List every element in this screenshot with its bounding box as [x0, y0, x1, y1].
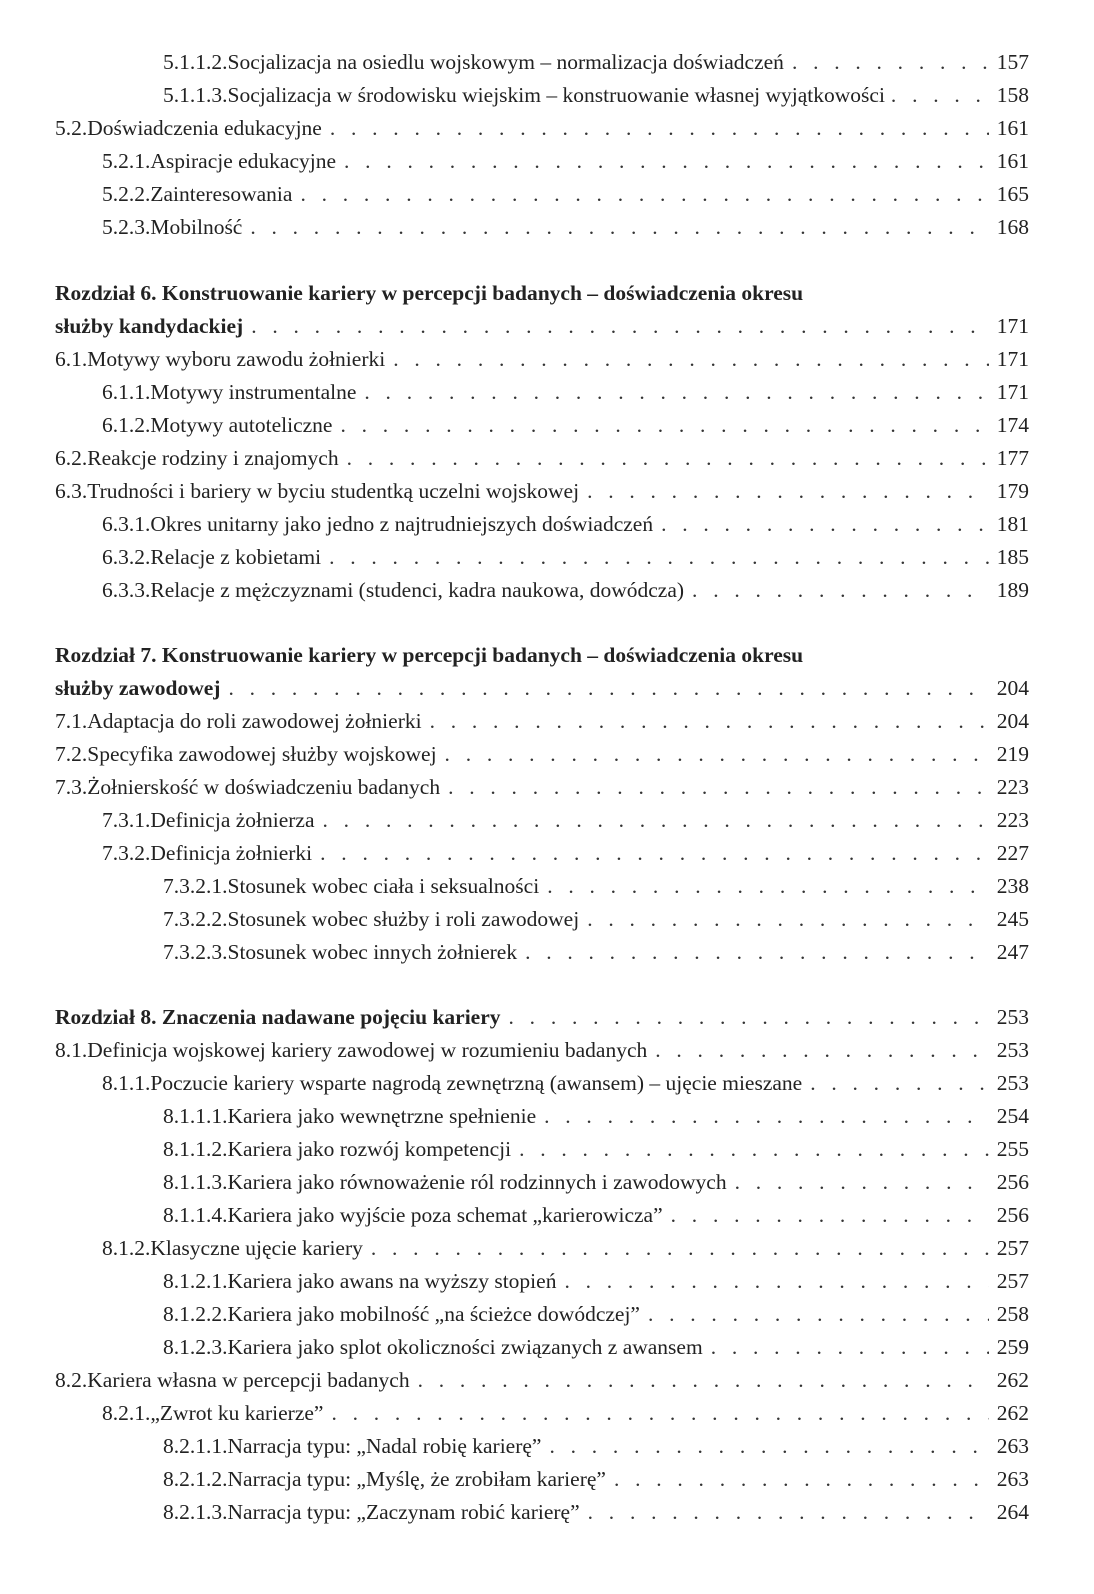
toc-entry: [0, 380, 1094, 412]
section-number: 8.1.2.: [102, 1236, 151, 1260]
toc-entry: [0, 1071, 1094, 1103]
toc-entry: [0, 1467, 1094, 1499]
section-title: Definicja wojskowej kariery zawodowej w rozumieniu badanych: [87, 1038, 648, 1062]
page-number: 171: [996, 347, 1029, 371]
section-title: Żołnierskość w doświadczeniu badanych: [87, 775, 441, 799]
section-title: Relacje z kobietami: [150, 545, 322, 569]
dot-leader: [418, 1368, 989, 1393]
section-title: Definicja żołnierki: [150, 841, 313, 865]
page-number: 255: [996, 1137, 1029, 1161]
dot-leader: [735, 1170, 989, 1195]
page-number: 247: [996, 940, 1029, 964]
section-title: Specyfika zawodowej służby wojskowej: [87, 742, 437, 766]
section-title: Motywy instrumentalne: [150, 380, 357, 404]
toc-entry: [0, 1401, 1094, 1433]
page-number: 253: [996, 1071, 1029, 1095]
dot-leader: [347, 446, 989, 471]
section-title: Kariera jako równoważenie ról rodzinnych i zawodowych: [227, 1170, 727, 1194]
chapter-title: Rozdział 6. Konstruowanie kariery w percepcji badanych – doświadczenia okresu: [55, 281, 804, 305]
page-number: 238: [996, 874, 1029, 898]
page-number: 257: [996, 1236, 1029, 1260]
section-number: 7.3.2.: [102, 841, 151, 865]
section-number: 6.3.3.: [102, 578, 151, 602]
section-number: 7.3.2.2.: [163, 907, 228, 931]
chapter-title: Rozdział 8. Znaczenia nadawane pojęciu kariery: [55, 1005, 501, 1029]
dot-leader: [564, 1269, 988, 1294]
section-number: 7.2.: [55, 742, 88, 766]
section-number: 6.1.2.: [102, 413, 151, 437]
page-number: 264: [996, 1500, 1029, 1524]
section-number: 8.2.: [55, 1368, 88, 1392]
toc-entry: [0, 907, 1094, 939]
toc-entry: [0, 1500, 1094, 1532]
section-number: 8.2.1.2.: [163, 1467, 228, 1491]
section-number: 7.3.: [55, 775, 88, 799]
section-title: Socjalizacja na osiedlu wojskowym – normalizacja doświadczeń: [227, 50, 784, 74]
section-number: 6.1.: [55, 347, 88, 371]
section-title: Mobilność: [150, 215, 243, 239]
dot-leader: [810, 1071, 989, 1096]
section-title: Kariera jako mobilność „na ścieżce dowódczej”: [227, 1302, 640, 1326]
dot-leader: [525, 940, 989, 965]
toc-entry: [0, 1137, 1094, 1169]
toc-entry: [0, 940, 1094, 972]
dot-leader: [228, 676, 988, 701]
page-number: 258: [996, 1302, 1029, 1326]
dot-leader: [323, 808, 989, 833]
section-number: 8.1.2.1.: [163, 1269, 228, 1293]
dot-leader: [549, 1434, 988, 1459]
dot-leader: [587, 907, 989, 932]
dot-leader: [519, 1137, 989, 1162]
section-number: 5.1.1.2.: [163, 50, 228, 74]
toc-entry: [0, 1104, 1094, 1136]
dot-leader: [340, 413, 988, 438]
section-title: Narracja typu: „Nadal robię karierę”: [227, 1434, 542, 1458]
section-number: 6.3.2.: [102, 545, 151, 569]
dot-leader: [371, 1236, 989, 1261]
page-number: 161: [996, 116, 1029, 140]
section-number: 8.2.1.: [102, 1401, 151, 1425]
section-title: Trudności i bariery w byciu studentką uczelni wojskowej: [87, 479, 580, 503]
page-number: 174: [996, 413, 1029, 437]
section-title: Kariera jako splot okoliczności związanych z awansem: [227, 1335, 703, 1359]
toc-entry: [0, 1434, 1094, 1466]
section-number: 6.1.1.: [102, 380, 151, 404]
chapter-title: Rozdział 7. Konstruowanie kariery w percepcji badanych – doświadczenia okresu: [55, 643, 804, 667]
section-title: Kariera własna w percepcji badanych: [87, 1368, 410, 1392]
section-number: 8.1.2.2.: [163, 1302, 228, 1326]
section-title: Stosunek wobec innych żołnierek: [227, 940, 518, 964]
section-title: Motywy autoteliczne: [150, 413, 333, 437]
section-number: 5.2.1.: [102, 149, 151, 173]
page-number: 168: [996, 215, 1029, 239]
section-number: 8.1.1.3.: [163, 1170, 228, 1194]
chapter-title: służby kandydackiej: [55, 314, 244, 338]
dot-leader: [509, 1005, 989, 1030]
section-title: Motywy wyboru zawodu żołnierki: [87, 347, 386, 371]
section-title: Kariera jako awans na wyższy stopień: [227, 1269, 557, 1293]
section-title: Klasyczne ujęcie kariery: [150, 1236, 363, 1260]
toc-entry: [0, 347, 1094, 379]
section-number: 6.3.1.: [102, 512, 151, 536]
toc-entry: [0, 1038, 1094, 1070]
toc-entry: [0, 83, 1094, 115]
page-number: 204: [996, 676, 1029, 700]
dot-leader: [448, 775, 989, 800]
section-title: Stosunek wobec ciała i seksualności: [227, 874, 540, 898]
toc-entry: [0, 116, 1094, 148]
section-title: Stosunek wobec służby i roli zawodowej: [227, 907, 580, 931]
section-number: 6.3.: [55, 479, 88, 503]
dot-leader: [587, 479, 989, 504]
toc-entry: [0, 413, 1094, 445]
dot-leader: [544, 1104, 989, 1129]
dot-leader: [330, 116, 989, 141]
dot-leader: [364, 380, 988, 405]
page-number: 253: [996, 1038, 1029, 1062]
toc-entry: [0, 50, 1094, 82]
toc-entry: [0, 1368, 1094, 1400]
page-number: 254: [996, 1104, 1029, 1128]
dot-leader: [320, 841, 989, 866]
toc-entry: [0, 182, 1094, 214]
page-number: 181: [996, 512, 1029, 536]
chapter-heading: [0, 281, 1094, 313]
chapter-heading: [0, 1005, 1094, 1037]
section-title: Doświadczenia edukacyjne: [87, 116, 322, 140]
chapter-title: służby zawodowej: [55, 676, 221, 700]
page-number: 256: [996, 1203, 1029, 1227]
page-number: 179: [996, 479, 1029, 503]
dot-leader: [792, 50, 989, 75]
section-title: Narracja typu: „Myślę, że zrobiłam karierę”: [227, 1467, 606, 1491]
toc-entry: [0, 215, 1094, 247]
page-number: 158: [996, 83, 1029, 107]
page-number: 257: [996, 1269, 1029, 1293]
toc-entry: [0, 874, 1094, 906]
toc-entry: [0, 709, 1094, 741]
page-number: 262: [996, 1401, 1029, 1425]
page-number: 219: [996, 742, 1029, 766]
toc-entry: [0, 479, 1094, 511]
toc-entry: [0, 578, 1094, 610]
section-title: Kariera jako rozwój kompetencji: [227, 1137, 512, 1161]
section-title: Kariera jako wyjście poza schemat „karierowicza”: [227, 1203, 663, 1227]
dot-leader: [329, 545, 989, 570]
section-title: Poczucie kariery wsparte nagrodą zewnętrzną (awansem) – ujęcie mieszane: [150, 1071, 803, 1095]
section-title: Narracja typu: „Zaczynam robić karierę”: [227, 1500, 580, 1524]
chapter-heading: [0, 314, 1094, 346]
toc-entry: [0, 841, 1094, 873]
toc-entry: [0, 545, 1094, 577]
dot-leader: [692, 578, 989, 603]
page-number: 223: [996, 775, 1029, 799]
section-number: 8.1.1.2.: [163, 1137, 228, 1161]
section-title: Relacje z mężczyznami (studenci, kadra naukowa, dowódcza): [150, 578, 685, 602]
dot-leader: [891, 83, 991, 108]
page-number: 185: [996, 545, 1029, 569]
dot-leader: [648, 1302, 989, 1327]
section-title: Reakcje rodziny i znajomych: [87, 446, 339, 470]
dot-leader: [331, 1401, 988, 1426]
dot-leader: [430, 709, 989, 734]
section-number: 8.1.1.: [102, 1071, 151, 1095]
section-number: 7.3.1.: [102, 808, 151, 832]
page-number: 263: [996, 1467, 1029, 1491]
section-title: Adaptacja do roli zawodowej żołnierki: [87, 709, 422, 733]
section-number: 8.2.1.1.: [163, 1434, 228, 1458]
chapter-heading: [0, 643, 1094, 675]
dot-leader: [300, 182, 988, 207]
toc-entry: [0, 1335, 1094, 1367]
toc-entry: [0, 512, 1094, 544]
toc-entry: [0, 808, 1094, 840]
page-number: 259: [996, 1335, 1029, 1359]
page-number: 177: [996, 446, 1029, 470]
section-number: 7.1.: [55, 709, 88, 733]
section-number: 6.2.: [55, 446, 88, 470]
dot-leader: [251, 314, 989, 339]
section-number: 8.2.1.3.: [163, 1500, 228, 1524]
dot-leader: [393, 347, 989, 372]
section-title: Definicja żołnierza: [150, 808, 315, 832]
page-number: 223: [996, 808, 1029, 832]
toc-entry: [0, 1269, 1094, 1301]
dot-leader: [547, 874, 989, 899]
dot-leader: [344, 149, 989, 174]
section-title: Zainteresowania: [150, 182, 293, 206]
toc-entry: [0, 1236, 1094, 1268]
dot-leader: [588, 1500, 989, 1525]
section-number: 8.1.1.1.: [163, 1104, 228, 1128]
section-number: 7.3.2.3.: [163, 940, 228, 964]
section-number: 5.2.: [55, 116, 88, 140]
section-number: 7.3.2.1.: [163, 874, 228, 898]
dot-leader: [445, 742, 989, 767]
toc-entry: [0, 1170, 1094, 1202]
dot-leader: [614, 1467, 989, 1492]
page-number: 256: [996, 1170, 1029, 1194]
section-number: 8.1.1.4.: [163, 1203, 228, 1227]
toc-entry: [0, 775, 1094, 807]
toc-entry: [0, 1302, 1094, 1334]
section-title: Okres unitarny jako jedno z najtrudniejszych doświadczeń: [150, 512, 654, 536]
page-number: 263: [996, 1434, 1029, 1458]
toc-entry: [0, 446, 1094, 478]
dot-leader: [671, 1203, 989, 1228]
toc-entry: [0, 742, 1094, 774]
section-number: 5.2.3.: [102, 215, 151, 239]
section-title: „Zwrot ku karierze”: [150, 1401, 324, 1425]
page-number: 253: [996, 1005, 1029, 1029]
section-number: 5.1.1.3.: [163, 83, 228, 107]
page-number: 204: [996, 709, 1029, 733]
page-number: 227: [996, 841, 1029, 865]
section-number: 5.2.2.: [102, 182, 151, 206]
page-number: 171: [996, 380, 1029, 404]
toc-entry: [0, 1203, 1094, 1235]
section-title: Socjalizacja w środowisku wiejskim – konstruowanie własnej wyjątkowości: [227, 83, 885, 107]
section-title: Kariera jako wewnętrzne spełnienie: [227, 1104, 537, 1128]
chapter-heading: [0, 676, 1094, 708]
page-number: 161: [996, 149, 1029, 173]
dot-leader: [661, 512, 989, 537]
dot-leader: [655, 1038, 989, 1063]
page-number: 262: [996, 1368, 1029, 1392]
page-number: 165: [996, 182, 1029, 206]
page-number: 171: [996, 314, 1029, 338]
dot-leader: [711, 1335, 989, 1360]
page-number: 245: [996, 907, 1029, 931]
section-number: 8.1.: [55, 1038, 88, 1062]
section-title: Aspiracje edukacyjne: [150, 149, 337, 173]
page-number: 157: [996, 50, 1029, 74]
toc-entry: [0, 149, 1094, 181]
dot-leader: [250, 215, 988, 240]
page-number: 189: [996, 578, 1029, 602]
section-number: 8.1.2.3.: [163, 1335, 228, 1359]
